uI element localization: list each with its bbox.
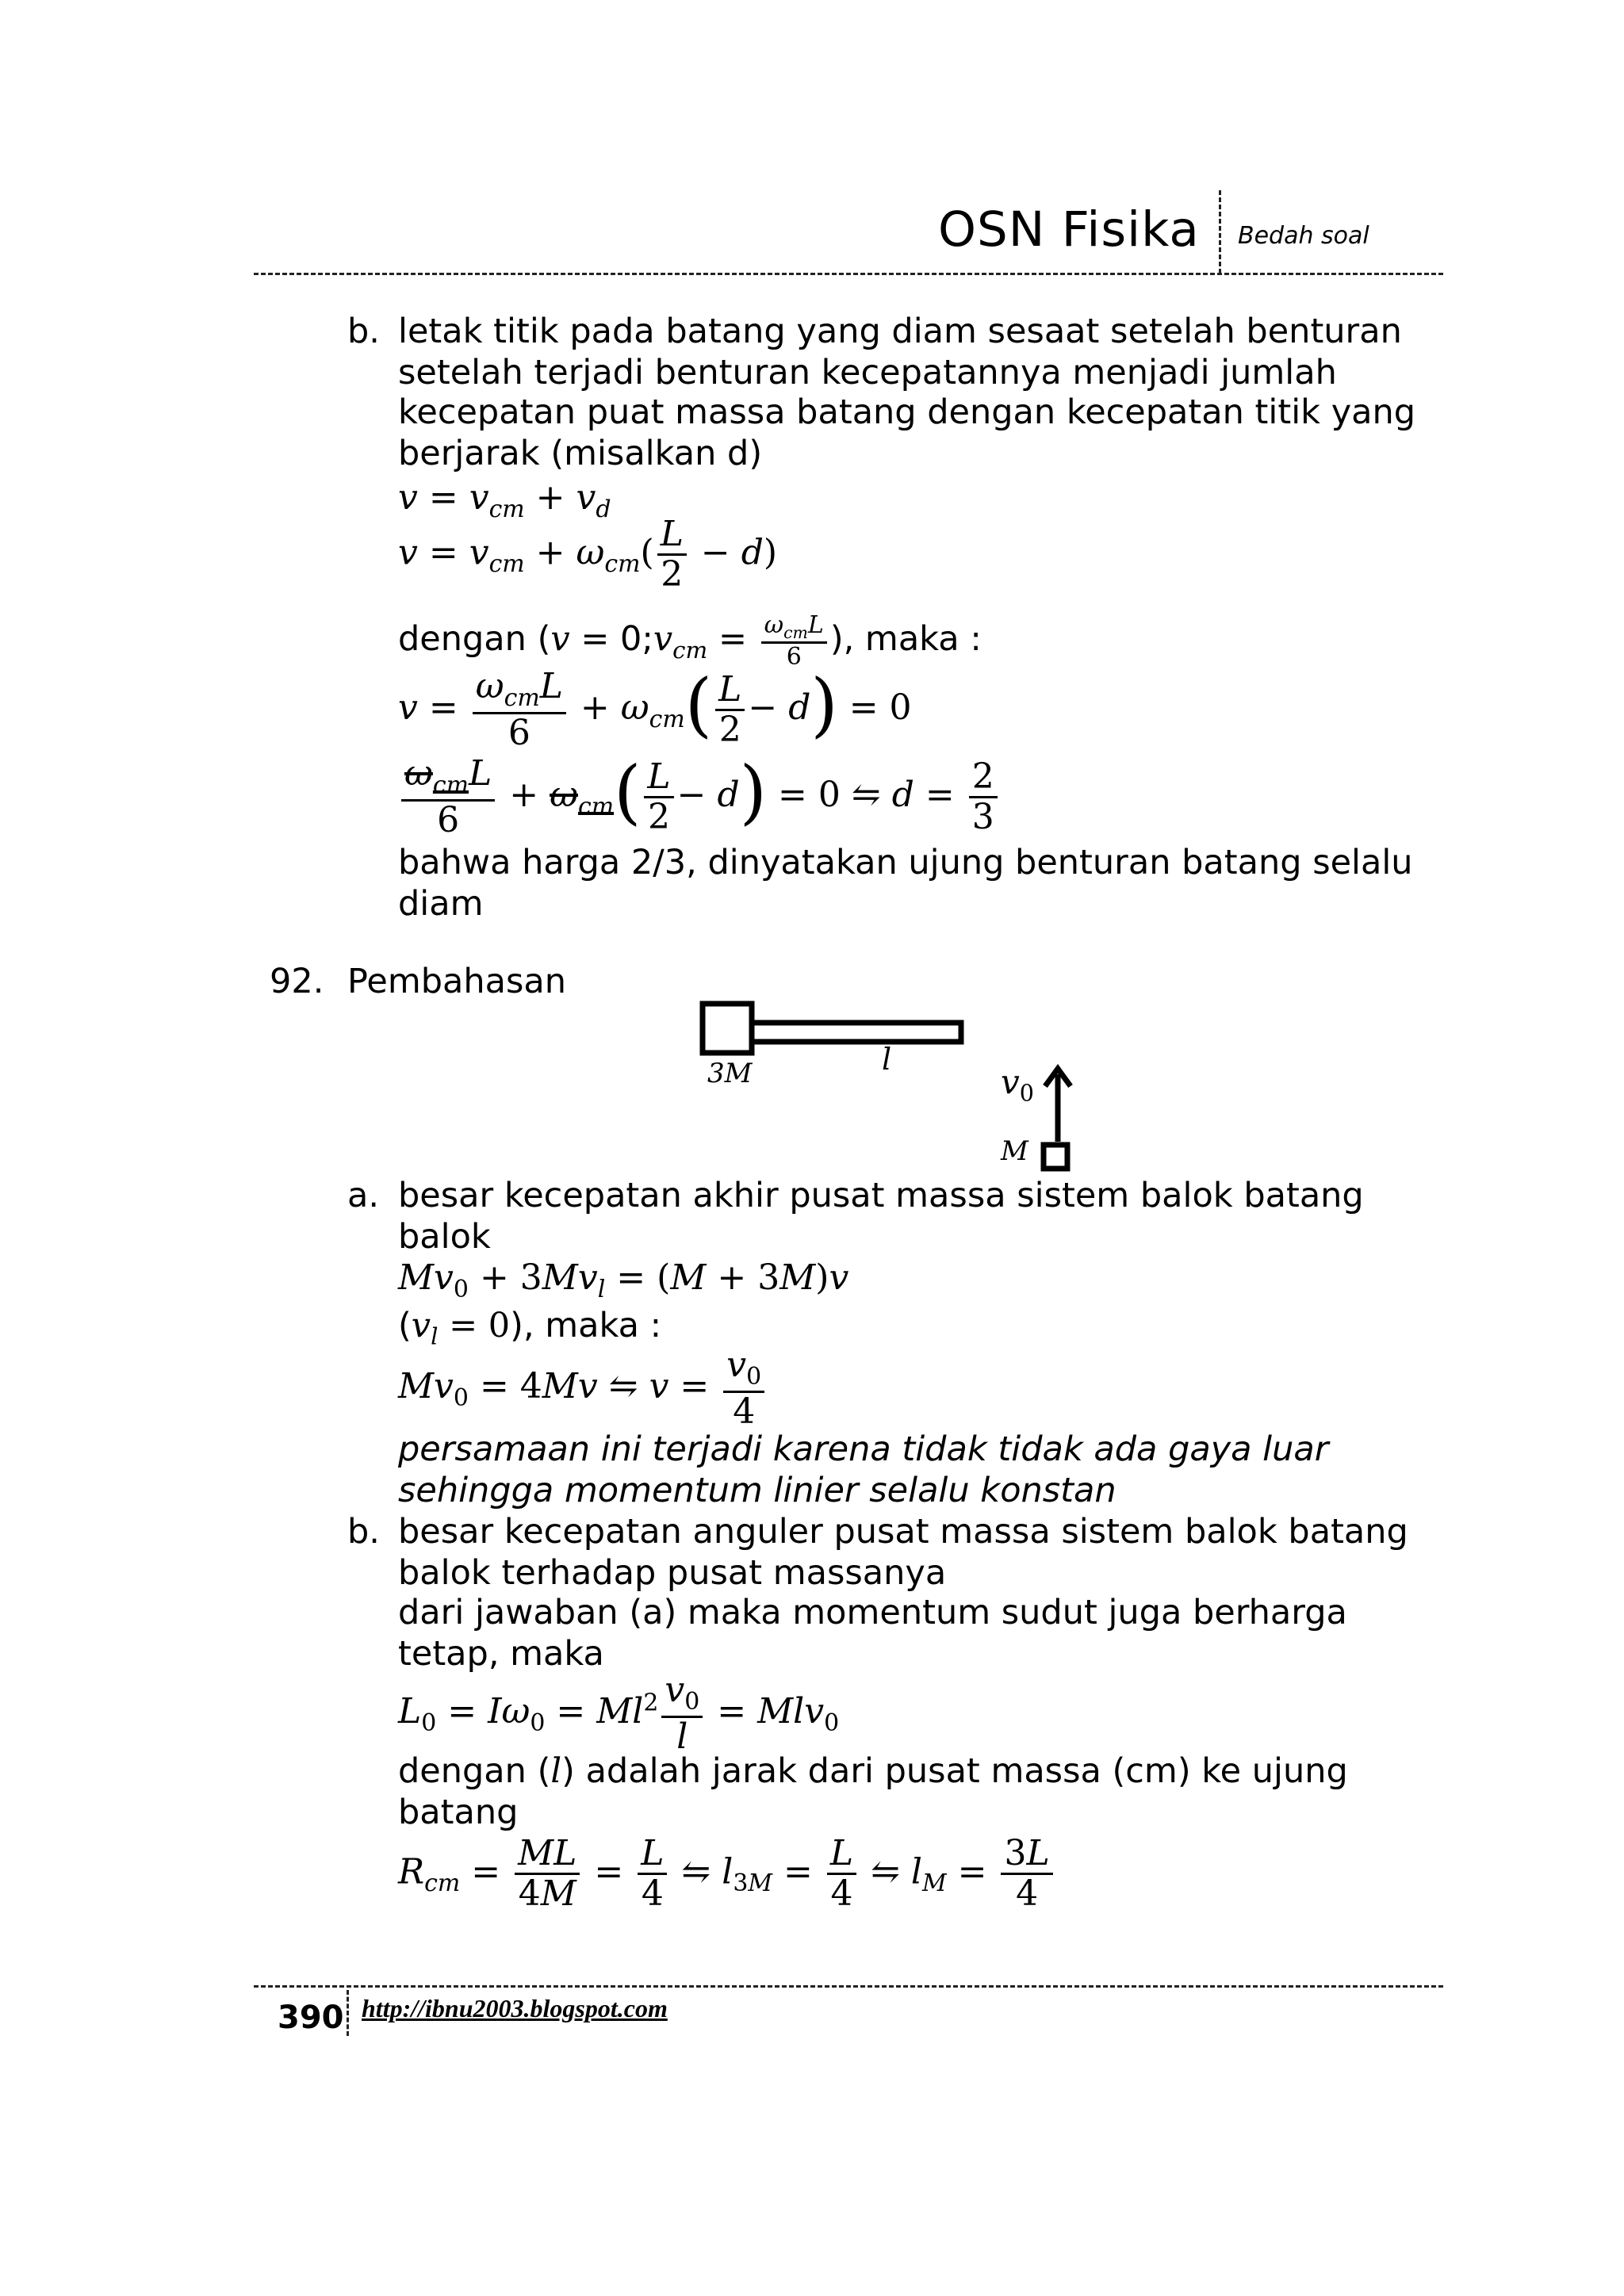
footer-rule xyxy=(254,1985,1443,1988)
rod-length-label: l xyxy=(882,1042,892,1077)
header-rule xyxy=(254,273,1443,275)
part-a-italic-2: sehingga momentum linier selalu konstan xyxy=(398,1471,1116,1510)
part-b-marker: b. xyxy=(347,1512,380,1552)
part-b-line-3: dari jawaban (a) maka momentum sudut juga berharga xyxy=(398,1593,1347,1632)
velocity-label: $v_0$ xyxy=(1001,1062,1034,1107)
equation-v-zero: v = $\frac{\omega_{cm}L}{6}$ + $\omega_{cm}$( $\frac{L}{2}$ − d) = 0 xyxy=(398,664,912,753)
equation-rcm: $R_{cm}$ = $\frac{ML}{4M}$ = $\frac{L}{4}$ ⇋ $l_{3M}$ = $\frac{L}{4}$ ⇋ $l_M$ = $\frac{3L}{4}$ xyxy=(398,1835,1056,1914)
part-b-dengan-line-2: batang xyxy=(398,1793,519,1832)
equation-v-result: $Mv_0 = 4Mv$ ⇋ v = $\frac{v_0}{4}$ xyxy=(398,1346,768,1431)
page-number: 390 xyxy=(278,1999,344,2036)
footer-divider xyxy=(347,1990,349,2036)
part-a-italic-1: persamaan ini terjadi karena tidak tidak ada gaya luar xyxy=(398,1429,1329,1469)
part-b-dengan-suffix: ) adalah jarak dari pusat massa (cm) ke ujung xyxy=(561,1751,1348,1791)
rod xyxy=(752,1023,961,1042)
section-b-line-3: kecepatan puat massa batang dengan kecepatan titik yang xyxy=(398,392,1416,432)
part-b-line-2: balok terhadap pusat massanya xyxy=(398,1553,947,1593)
header-title: OSN Fisika xyxy=(938,201,1200,258)
section-b-line-1: letak titik pada batang yang diam sesaat setelah benturan xyxy=(398,312,1402,351)
section-b-line-2: setelah terjadi benturan kecepatannya menjadi jumlah xyxy=(398,353,1337,392)
condition-line: dengan ($v = 0;v_{cm}$ = $\frac{\omega_{cm}L}{6}$ ), maka : xyxy=(398,611,982,672)
small-mass-block xyxy=(1044,1145,1067,1169)
header-divider xyxy=(1219,190,1221,274)
equation-v-omega: $v = v_{cm} + \omega_{cm}$( $\frac{L}{2}$ − d) xyxy=(398,514,778,595)
part-b-dengan-prefix: dengan ( xyxy=(398,1751,551,1791)
part-b-line-1: besar kecepatan anguler pusat massa sistem balok batang xyxy=(398,1512,1408,1552)
condition-prefix: dengan ( xyxy=(398,619,551,660)
condition-suffix: ), maka : xyxy=(829,619,982,660)
problem-number: 92. xyxy=(270,962,324,1001)
part-a-condition-suffix: ), maka : xyxy=(510,1306,662,1345)
part-a-line-2: balok xyxy=(398,1217,491,1257)
header-subtitle: Bedah soal xyxy=(1238,222,1369,250)
part-b-dengan-line: dengan (l) adalah jarak dari pusat massa (cm) ke ujung xyxy=(398,1751,1348,1791)
equation-momentum: $Mv_0 + 3Mv_l = (M + 3M)v$ xyxy=(398,1257,849,1303)
part-a-marker: a. xyxy=(347,1176,380,1215)
part-a-line-1: besar kecepatan akhir pusat massa sistem balok batang xyxy=(398,1176,1364,1215)
part-b-line-4: tetap, maka xyxy=(398,1634,604,1674)
big-mass-label: 3M xyxy=(707,1058,753,1089)
problem-title: Pembahasan xyxy=(347,962,566,1001)
section-b-line-4: berjarak (misalkan d) xyxy=(398,434,763,473)
small-mass-label: M xyxy=(1001,1135,1028,1167)
footer-url[interactable]: http://ibnu2003.blogspot.com xyxy=(362,1994,668,2022)
conclusion-line-1: bahwa harga 2/3, dinyatakan ujung benturan batang selalu xyxy=(398,843,1413,882)
equation-angular-momentum: $L_0 = I\omega_0 = Ml^2$ $\frac{v_0}{l}$ = Mlv$_0$ xyxy=(398,1670,840,1757)
section-b-marker: b. xyxy=(347,312,380,351)
big-mass-block xyxy=(703,1004,752,1053)
part-a-condition: $(v_l = 0)$, maka : xyxy=(398,1306,662,1350)
equation-d-result: $\frac{\omega_{cm}L}{6}$ + $\omega_{cm}$( $\frac{L}{2}$ − d) = 0 ⇋ d = $\frac{2}{3}$ xyxy=(398,755,1001,840)
conclusion-line-2: diam xyxy=(398,884,484,924)
equation-v-sum: $v = v_{cm} + v_d$ xyxy=(398,477,611,523)
